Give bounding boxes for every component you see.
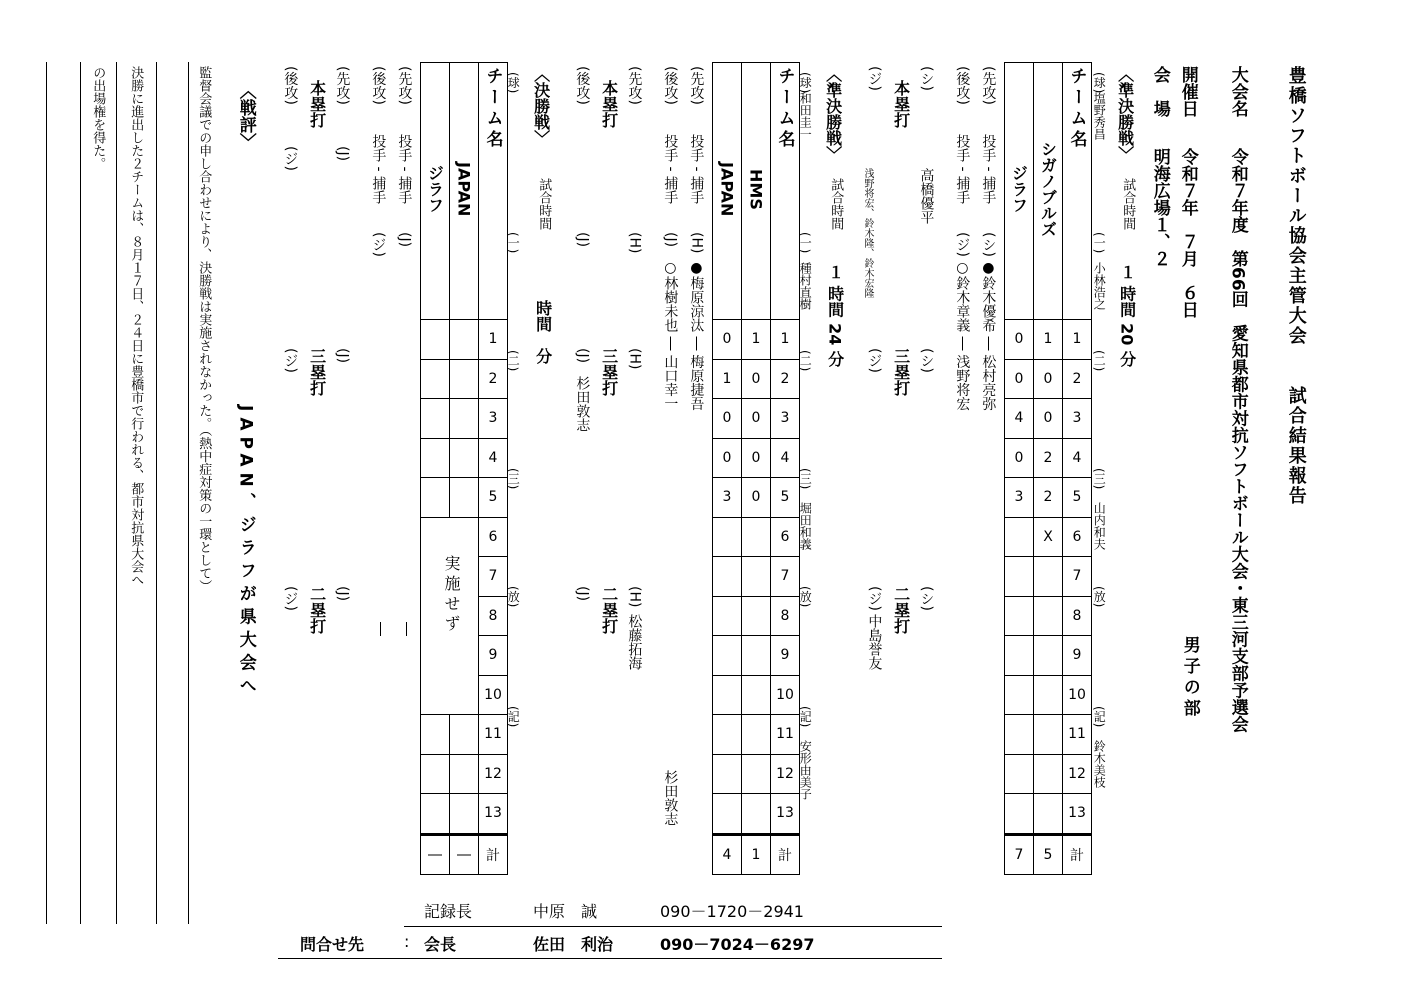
semi2-top-battery: ●梅原涼汰 ― 梅原捷吾 bbox=[688, 260, 705, 411]
final-heading: 〈決勝戦〉 bbox=[531, 66, 551, 146]
final-score-bottom bbox=[421, 715, 450, 755]
final-homerun-label: 本塁打 bbox=[307, 80, 327, 128]
semi2-announcer-label: (放) bbox=[798, 586, 813, 608]
semi1-score-top: 2 bbox=[1034, 478, 1063, 518]
semi1-score-bottom: 0 bbox=[1005, 359, 1034, 399]
semi2-double-batter: 松藤拓海 bbox=[626, 614, 643, 670]
final-inning-number: 4 bbox=[479, 438, 508, 478]
semi1-top-battery-label: 投手 ‐ 捕手 bbox=[980, 134, 997, 204]
semi2-score-bottom bbox=[713, 754, 742, 794]
semi1-score-top: 0 bbox=[1034, 399, 1063, 439]
semi2-score-bottom bbox=[713, 596, 742, 636]
semi1-inning-number: 4 bbox=[1063, 438, 1092, 478]
final-inning-number: 13 bbox=[479, 794, 508, 835]
semi1-time: １ 時間 20 分 bbox=[1117, 264, 1137, 367]
final-score-top bbox=[450, 754, 479, 794]
semi2-score-top bbox=[742, 517, 771, 557]
semi1-score-top bbox=[1034, 675, 1063, 715]
semi1-team-name-bottom: ジラフ bbox=[1005, 63, 1034, 320]
final-score-bottom bbox=[421, 320, 450, 360]
semi1-score-top: 0 bbox=[1034, 359, 1063, 399]
semi2-hr-top-team: (先攻) bbox=[626, 66, 643, 105]
semi2-scorer: 安形由美子 bbox=[798, 740, 813, 800]
semi2-double-team-2: (J) bbox=[574, 586, 591, 602]
semi2-score-bottom: 0 bbox=[713, 399, 742, 439]
final-inning-number: 7 bbox=[479, 557, 508, 597]
announcer-label: (放) bbox=[1092, 586, 1107, 608]
final-score-top bbox=[450, 715, 479, 755]
review-rule-4 bbox=[80, 62, 81, 924]
umpire-3b-label: (三) bbox=[1092, 468, 1107, 490]
footer-rule-1 bbox=[404, 926, 942, 927]
contact-label: 問合せ先 bbox=[300, 935, 365, 954]
chair-phone: 090－7024－6297 bbox=[660, 935, 815, 954]
semi2-triple-batter: 杉田敦志 bbox=[574, 376, 591, 432]
semi1-score-top bbox=[1034, 636, 1063, 676]
semi1-score-bottom bbox=[1005, 517, 1034, 557]
semi2-umpire-1b-label: (一) bbox=[798, 232, 813, 254]
final-inning-number: 6 bbox=[479, 517, 508, 557]
final-triple-bottom-abbr: (ジ) bbox=[282, 348, 299, 373]
semi1-total-bottom: 7 bbox=[1005, 834, 1034, 875]
semi2-triple-label: 三塁打 bbox=[599, 348, 619, 396]
semi1-inning-number: 8 bbox=[1063, 596, 1092, 636]
final-score-top bbox=[450, 320, 479, 360]
semi2-umpire-plate-label: (球) bbox=[798, 72, 813, 94]
semi2-score-top bbox=[742, 675, 771, 715]
final-score-bottom bbox=[421, 794, 450, 835]
semi1-inning-number: 1 bbox=[1063, 320, 1092, 360]
final-umpire-1b-label: (一) bbox=[506, 232, 521, 254]
semi2-score-top bbox=[742, 715, 771, 755]
final-total-bottom: ― bbox=[421, 834, 450, 875]
final-time-label: 試合時間 bbox=[536, 178, 552, 230]
semi1-umpire-3b: 山内和夫 bbox=[1092, 502, 1107, 550]
semi1-inning-number: 5 bbox=[1063, 478, 1092, 518]
semi1-team-name-header: チーム名 bbox=[1063, 63, 1092, 320]
semi2-inning-number: 11 bbox=[771, 715, 800, 755]
semi1-hr-team-1: (シ) bbox=[918, 66, 935, 91]
semi1-bottom-battery: ○鈴木章義 ― 浅野将宏 bbox=[954, 260, 971, 411]
final-team-name-header: チーム名 bbox=[479, 63, 508, 320]
final-triple-top-abbr: (J) bbox=[334, 348, 351, 364]
semi1-hr-batter-2: 浅野将宏、鈴木隆、鈴木宏隆 bbox=[862, 168, 873, 298]
semi2-time: １ 時間 24 分 bbox=[825, 264, 845, 367]
semi2-time-label: 試合時間 bbox=[828, 178, 844, 230]
final-score-bottom bbox=[421, 359, 450, 399]
semi1-score-top bbox=[1034, 596, 1063, 636]
review-line-1: 監督会議での申し合わせにより、決勝戦は実施されなかった。（熱中症対策の一環として） bbox=[196, 66, 212, 593]
recorder-role: 記録長 bbox=[424, 902, 473, 921]
final-double-bottom-abbr: (ジ) bbox=[282, 586, 299, 611]
final-double-label: 二塁打 bbox=[307, 586, 327, 634]
semi2-bottom-battery-extra: 杉田敦志 bbox=[662, 770, 679, 826]
tournament-label: 大会名 bbox=[1227, 66, 1248, 117]
semi1-top-label: (先攻) bbox=[980, 66, 997, 105]
semi2-bottom-battery-label: 投手 ‐ 捕手 bbox=[662, 134, 679, 204]
semi2-score-top bbox=[742, 636, 771, 676]
semi1-time-label: 試合時間 bbox=[1120, 178, 1136, 230]
semi1-hr-batter-1: 高橋優平 bbox=[918, 168, 935, 224]
semi1-bottom-battery-label: 投手 ‐ 捕手 bbox=[954, 134, 971, 204]
semi1-hr-team-2: (ジ) bbox=[866, 66, 883, 91]
page-title: 豊橋ソフトボール協会主管大会 試合結果報告 bbox=[1285, 66, 1307, 506]
final-inning-number: 2 bbox=[479, 359, 508, 399]
semi1-score-top: 1 bbox=[1034, 320, 1063, 360]
final-score-bottom bbox=[421, 438, 450, 478]
semi2-inning-number: 10 bbox=[771, 675, 800, 715]
semi1-inning-number: 12 bbox=[1063, 754, 1092, 794]
semi1-score-bottom bbox=[1005, 557, 1034, 597]
final-score-bottom bbox=[421, 754, 450, 794]
final-score-bottom bbox=[421, 399, 450, 439]
semi2-inning-number: 3 bbox=[771, 399, 800, 439]
venue-name: 明海広場１、２ bbox=[1149, 148, 1170, 267]
semi1-score-bottom: 0 bbox=[1005, 320, 1034, 360]
semi1-scorer: 鈴木美枝 bbox=[1092, 740, 1107, 788]
division-label: 男子の部 bbox=[1179, 636, 1200, 720]
semi2-bottom-battery: ○林樹未也 ― 山口幸一 bbox=[662, 260, 679, 411]
semi1-score-top: 2 bbox=[1034, 438, 1063, 478]
semi2-bottom-label: (後攻) bbox=[662, 66, 679, 105]
semi2-umpire-2b-label: (二) bbox=[798, 350, 813, 372]
semi2-scorer-label: (記) bbox=[798, 706, 813, 728]
semi2-umpire-1b: 種村直樹 bbox=[798, 262, 813, 310]
semi1-inning-number: 10 bbox=[1063, 675, 1092, 715]
semi2-inning-number: 5 bbox=[771, 478, 800, 518]
semi1-bottom-label: (後攻) bbox=[954, 66, 971, 105]
semi1-score-top: X bbox=[1034, 517, 1063, 557]
final-inning-number: 3 bbox=[479, 399, 508, 439]
final-top-team: (J) bbox=[396, 232, 413, 248]
review-heading: 〈戦評〉 bbox=[235, 82, 256, 150]
semi1-umpire-1b: 小林浩之 bbox=[1092, 262, 1107, 310]
semi2-umpire-3b: 堀田和義 bbox=[798, 502, 813, 550]
review-rule-5 bbox=[46, 62, 47, 924]
semi1-double-team-2: (ジ) bbox=[866, 586, 883, 611]
semi1-score-bottom: 4 bbox=[1005, 399, 1034, 439]
semi1-double-batter-2: 中島誉友 bbox=[866, 614, 883, 670]
final-umpire-2b-label: (二) bbox=[506, 350, 521, 372]
semi2-inning-number: 6 bbox=[771, 517, 800, 557]
semi2-team-name-top: HMS bbox=[742, 63, 771, 320]
semi2-bottom-team: (J) bbox=[662, 232, 679, 248]
semi2-double-label: 二塁打 bbox=[599, 586, 619, 634]
semi1-inning-number: 11 bbox=[1063, 715, 1092, 755]
semi2-triple-team-2: (J) bbox=[574, 348, 591, 364]
final-inning-number: 11 bbox=[479, 715, 508, 755]
semi2-score-top: 0 bbox=[742, 359, 771, 399]
final-bottom-label: (後攻) bbox=[370, 66, 387, 105]
semi2-top-label: (先攻) bbox=[688, 66, 705, 105]
semi1-heading: 〈準決勝戦〉 bbox=[1115, 66, 1135, 162]
semi2-score-bottom: 0 bbox=[713, 320, 742, 360]
semi2-inning-number: 9 bbox=[771, 636, 800, 676]
semi1-score-bottom bbox=[1005, 715, 1034, 755]
semi2-inning-number: 12 bbox=[771, 754, 800, 794]
final-umpire-plate-label: (球) bbox=[506, 72, 521, 94]
semi2-top-team: (H) bbox=[688, 232, 705, 254]
review-headline: JAPAN、ジラフが県大会へ bbox=[235, 405, 256, 700]
final-score-top bbox=[450, 399, 479, 439]
semi2-total-top: 1 bbox=[742, 834, 771, 875]
final-hr-top-abbr: (J) bbox=[334, 146, 351, 162]
semi1-total-label: 計 bbox=[1063, 834, 1092, 875]
recorder-name: 中原 誠 bbox=[533, 902, 598, 921]
final-inning-number: 5 bbox=[479, 478, 508, 518]
semi2-score-bottom bbox=[713, 794, 742, 835]
semi2-score-top bbox=[742, 596, 771, 636]
semi1-score-bottom bbox=[1005, 675, 1034, 715]
semi2-total-label: 計 bbox=[771, 834, 800, 875]
semi1-score-bottom bbox=[1005, 636, 1034, 676]
semi1-top-team: (シ) bbox=[980, 232, 997, 257]
semi1-inning-number: 9 bbox=[1063, 636, 1092, 676]
scorer-label: (記) bbox=[1092, 706, 1107, 728]
semi2-score-bottom: 0 bbox=[713, 438, 742, 478]
contact-colon: : bbox=[404, 932, 410, 951]
semi1-inning-number: 3 bbox=[1063, 399, 1092, 439]
semi1-top-battery: ●鈴木優希 ― 松村亮弥 bbox=[980, 260, 997, 411]
semi2-scoreboard bbox=[712, 62, 800, 875]
final-triple-label: 三塁打 bbox=[307, 348, 327, 396]
final-time: 時間 分 bbox=[533, 300, 553, 364]
semi2-score-bottom bbox=[713, 557, 742, 597]
semi1-score-bottom: 3 bbox=[1005, 478, 1034, 518]
semi1-inning-number: 6 bbox=[1063, 517, 1092, 557]
review-rule-3 bbox=[116, 62, 117, 924]
semi2-score-top: 0 bbox=[742, 399, 771, 439]
chair-role: 会長 bbox=[424, 935, 457, 954]
venue-label: 会 場 bbox=[1149, 66, 1170, 117]
semi1-scoreboard bbox=[1004, 62, 1092, 875]
semi1-triple-team-2: (ジ) bbox=[866, 348, 883, 373]
event-date: 令和７年 ７月 ６日 bbox=[1177, 148, 1198, 318]
semi2-inning-number: 2 bbox=[771, 359, 800, 399]
semi2-score-top bbox=[742, 794, 771, 835]
umpire-plate-label: (球) bbox=[1092, 72, 1107, 94]
semi1-homerun-label: 本塁打 bbox=[891, 80, 911, 128]
semi2-hr-bottom-abbr: (J) bbox=[574, 232, 591, 248]
final-umpire-3b-label: (三) bbox=[506, 468, 521, 490]
final-inning-number: 1 bbox=[479, 320, 508, 360]
semi1-score-top bbox=[1034, 754, 1063, 794]
semi1-score-top bbox=[1034, 794, 1063, 835]
final-inning-number: 8 bbox=[479, 596, 508, 636]
semi1-inning-number: 13 bbox=[1063, 794, 1092, 835]
review-rule-1 bbox=[188, 62, 189, 924]
semi2-team-name-bottom: JAPAN bbox=[713, 63, 742, 320]
semi2-hr-top-abbr: (H) bbox=[626, 232, 643, 254]
semi2-score-bottom bbox=[713, 715, 742, 755]
tournament-name: 令和７年度 第66回 愛知県都市対抗ソフトボール大会・東三河支部予選会 bbox=[1227, 148, 1248, 733]
final-inning-number: 10 bbox=[479, 675, 508, 715]
semi1-score-bottom bbox=[1005, 794, 1034, 835]
final-double-top-abbr: (J) bbox=[334, 586, 351, 602]
semi2-score-bottom: 1 bbox=[713, 359, 742, 399]
semi1-double-team-1: (シ) bbox=[918, 586, 935, 611]
semi2-umpire-3b-label: (三) bbox=[798, 468, 813, 490]
final-hr-bottom-abbr: (ジ) bbox=[282, 146, 299, 171]
date-label: 開催日 bbox=[1177, 66, 1198, 117]
review-rule-2 bbox=[156, 62, 157, 924]
final-scoreboard bbox=[420, 62, 508, 875]
semi1-total-top: 5 bbox=[1034, 834, 1063, 875]
semi2-score-bottom: 3 bbox=[713, 478, 742, 518]
semi1-inning-number: 2 bbox=[1063, 359, 1092, 399]
final-hr-bottom-label: (後攻) bbox=[282, 66, 299, 105]
final-inning-number: 9 bbox=[479, 636, 508, 676]
semi2-score-top: 1 bbox=[742, 320, 771, 360]
semi2-top-battery-label: 投手 ‐ 捕手 bbox=[688, 134, 705, 204]
final-not-held: 実施せず bbox=[442, 555, 461, 635]
semi1-score-bottom: 0 bbox=[1005, 438, 1034, 478]
semi2-double-team-1: (H) bbox=[626, 586, 643, 608]
semi2-inning-number: 8 bbox=[771, 596, 800, 636]
final-score-top bbox=[450, 794, 479, 835]
final-top-dash: ― bbox=[398, 622, 415, 636]
final-scorer-label: (記) bbox=[506, 706, 521, 728]
final-bottom-team: (ジ) bbox=[370, 232, 387, 257]
final-team-name-bottom: ジラフ bbox=[421, 63, 450, 320]
final-total-top: ― bbox=[450, 834, 479, 875]
semi2-score-bottom bbox=[713, 675, 742, 715]
semi2-inning-number: 13 bbox=[771, 794, 800, 835]
semi2-hr-bottom-team: (後攻) bbox=[574, 66, 591, 105]
final-score-bottom bbox=[421, 478, 450, 518]
semi2-score-top: 0 bbox=[742, 478, 771, 518]
final-total-label: 計 bbox=[479, 834, 508, 875]
semi1-triple-label: 三塁打 bbox=[891, 348, 911, 396]
semi2-triple-team-1: (H) bbox=[626, 348, 643, 370]
semi1-score-bottom bbox=[1005, 754, 1034, 794]
semi1-score-top bbox=[1034, 715, 1063, 755]
chair-name: 佐田 利治 bbox=[533, 935, 614, 954]
semi2-inning-number: 7 bbox=[771, 557, 800, 597]
final-hr-top-label: (先攻) bbox=[334, 66, 351, 105]
semi1-double-label: 二塁打 bbox=[891, 586, 911, 634]
semi1-score-top bbox=[1034, 557, 1063, 597]
semi2-heading: 〈準決勝戦〉 bbox=[823, 66, 843, 162]
semi1-score-bottom bbox=[1005, 596, 1034, 636]
semi2-score-top bbox=[742, 754, 771, 794]
semi2-score-bottom bbox=[713, 636, 742, 676]
semi1-inning-number: 7 bbox=[1063, 557, 1092, 597]
umpire-2b-label: (二) bbox=[1092, 350, 1107, 372]
final-team-name-top: JAPAN bbox=[450, 63, 479, 320]
final-bottom-battery-label: 投手 ‐ 捕手 bbox=[370, 134, 387, 204]
semi1-triple-team-1: (シ) bbox=[918, 348, 935, 373]
recorder-phone: 090－1720－2941 bbox=[660, 902, 804, 921]
umpire-1b-label: (一) bbox=[1092, 232, 1107, 254]
final-score-top bbox=[450, 359, 479, 399]
semi2-inning-number: 4 bbox=[771, 438, 800, 478]
review-line-2: 決勝に進出した２チームは、８月１７日、２４日に豊橋市で行われる、都市対抗県大会へ bbox=[128, 66, 144, 586]
footer-rule-2 bbox=[278, 958, 942, 959]
final-bottom-dash: ― bbox=[372, 622, 389, 636]
final-top-battery-label: 投手 ‐ 捕手 bbox=[396, 134, 413, 204]
final-announcer-label: (放) bbox=[506, 586, 521, 608]
semi1-team-name-top: シガノブルズ bbox=[1034, 63, 1063, 320]
semi2-score-bottom bbox=[713, 517, 742, 557]
review-line-3: の出場権を得た。 bbox=[90, 66, 106, 170]
final-score-top bbox=[450, 438, 479, 478]
semi2-team-name-header: チーム名 bbox=[771, 63, 800, 320]
final-top-label: (先攻) bbox=[396, 66, 413, 105]
semi1-umpire-plate: 塩野秀昌 bbox=[1092, 92, 1107, 140]
final-inning-number: 12 bbox=[479, 754, 508, 794]
final-score-top bbox=[450, 478, 479, 518]
semi2-total-bottom: 4 bbox=[713, 834, 742, 875]
semi2-umpire-plate: 和田圭一 bbox=[798, 92, 813, 140]
semi2-score-top bbox=[742, 557, 771, 597]
semi2-inning-number: 1 bbox=[771, 320, 800, 360]
semi2-score-top: 0 bbox=[742, 438, 771, 478]
semi1-bottom-team: (ジ) bbox=[954, 232, 971, 257]
semi2-homerun-label: 本塁打 bbox=[599, 80, 619, 128]
